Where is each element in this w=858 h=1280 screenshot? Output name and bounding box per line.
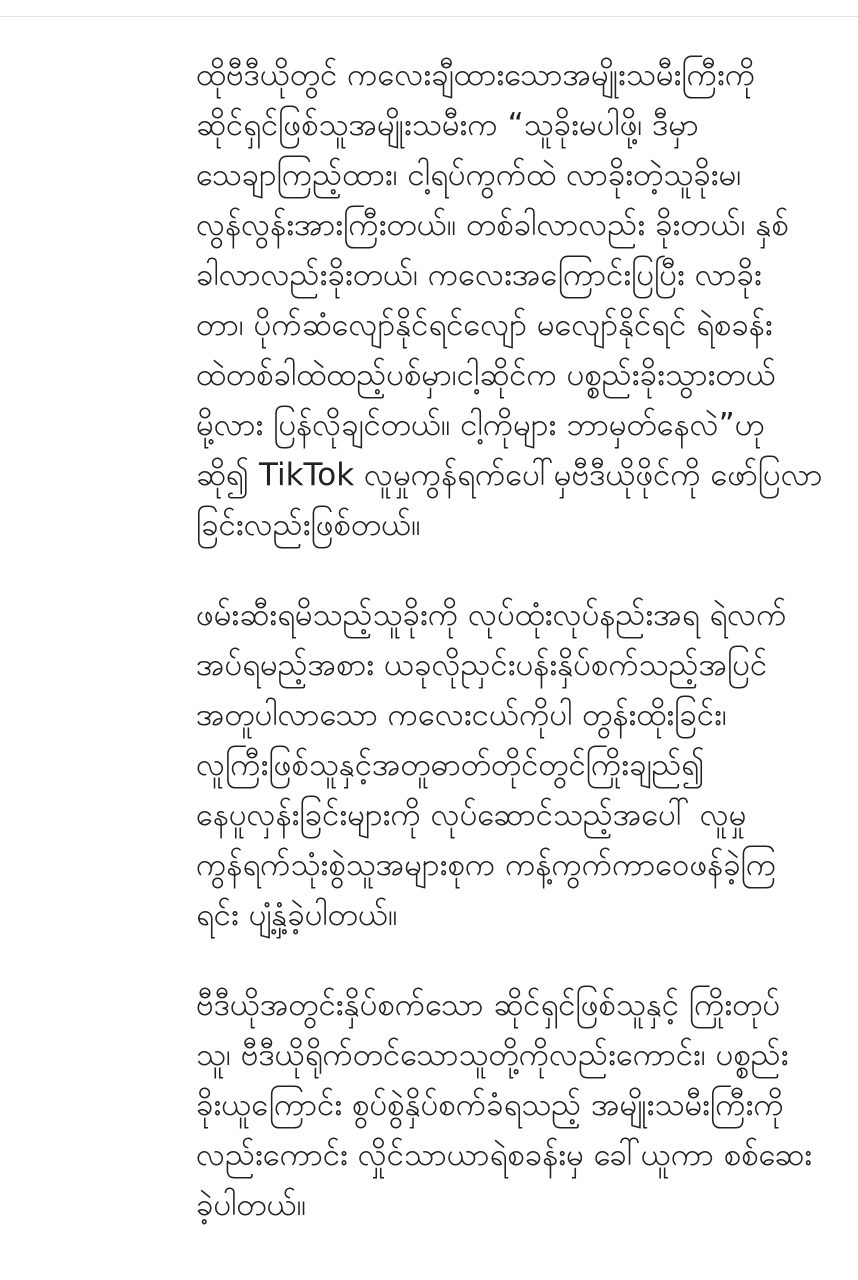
text-line: ဖမ်းဆီးရမိသည့်သူခိုးကို လုပ်ထုံးလုပ်နည်းအရ ရဲလက် [196, 597, 787, 633]
text-line: အတူပါလာသော ကလေးငယ်ကိုပါ တွန်းထိုးခြင်း၊ [196, 697, 727, 733]
text-line: သူ၊ ဗီဒီယိုရိုက်တင်သောသူတို့ကိုလည်းကောင်း၊ ပစ္စည်း [196, 1037, 789, 1073]
text-line: ရင်း ပျံ့နှံ့ခဲ့ပါတယ်။ [196, 897, 398, 933]
text-line: ထဲတစ်ခါထဲထည့်ပစ်မှာ၊ငါ့ဆိုင်က ပစ္စည်းခိုးသွားတယ် [196, 357, 776, 393]
paragraph-1 [0, 50, 858, 550]
text-line: လည်းကောင်း လှိုင်သာယာရဲစခန်းမှ ခေါ်ယူကာ စစ်ဆေး [196, 1137, 813, 1173]
text-line: သေချာကြည့်ထား၊ ငါ့ရပ်ကွက်ထဲ လာခိုးတဲ့သူခိုးမ၊ [196, 157, 742, 193]
text-line: မို့လား ပြန်လိုချင်တယ်။ ငါ့ကိုများ ဘာမှတ်နေလဲ”ဟု [196, 407, 766, 443]
article-body [0, 50, 858, 1270]
text-line: ကွန်ရက်သုံးစွဲသူအများစုက ကန့်ကွက်ကာဝေဖန်ခဲ့ကြ [196, 847, 777, 883]
text-line: နေပူလှန်းခြင်းများကို လုပ်ဆောင်သည့်အပေါ် လူမှု [196, 797, 747, 833]
text-line: ခဲ့ပါတယ်။ [196, 1187, 307, 1223]
text-line: အပ်ရမည့်အစား ယခုလိုညှင်းပန်းနှိပ်စက်သည့်အပြင် [196, 647, 768, 683]
text-line: လူကြီးဖြစ်သူနှင့်အတူဓာတ်တိုင်တွင်ကြိုးချည်၍ [196, 747, 705, 783]
paragraph-2 [0, 590, 858, 940]
text-line: ခါလာလည်းခိုးတယ်၊ ကလေးအကြောင်းပြပြီး လာခိုး [196, 257, 762, 293]
text-line: ဆို၍ TikTok လူမှုကွန်ရက်ပေါ်မှဗီဒီယိုဖိုင်ကို ဖော်ပြလာ [196, 457, 823, 493]
text-line: ခြင်းလည်းဖြစ်တယ်။ [196, 507, 421, 543]
paragraph-3 [0, 980, 858, 1230]
text-line: ထိုဗီဒီယိုတွင် ကလေးချီထားသောအမျိုးသမီးကြီးကို [196, 57, 756, 93]
text-line: ဗီဒီယိုအတွင်းနှိပ်စက်သော ဆိုင်ရှင်ဖြစ်သူနှင့် ကြိုးတုပ် [196, 987, 781, 1023]
text-line: ဆိုင်ရှင်ဖြစ်သူအမျိုးသမီးက “သူခိုးမပါဖို့၊ ဒီမှာ [196, 107, 699, 143]
text-line: ခိုးယူကြောင်း စွပ်စွဲနှိပ်စက်ခံရသည့် အမျိုးသမီးကြီးကို [196, 1087, 784, 1123]
top-divider [0, 16, 858, 17]
text-line: လွန်လွန်းအားကြီးတယ်။ တစ်ခါလာလည်း ခိုးတယ်၊ နှစ် [196, 207, 789, 243]
text-line: တာ၊ ပိုက်ဆံလျော်နိုင်ရင်လျော် မလျော်နိုင်ရင် ရဲစခန်း [196, 307, 773, 343]
